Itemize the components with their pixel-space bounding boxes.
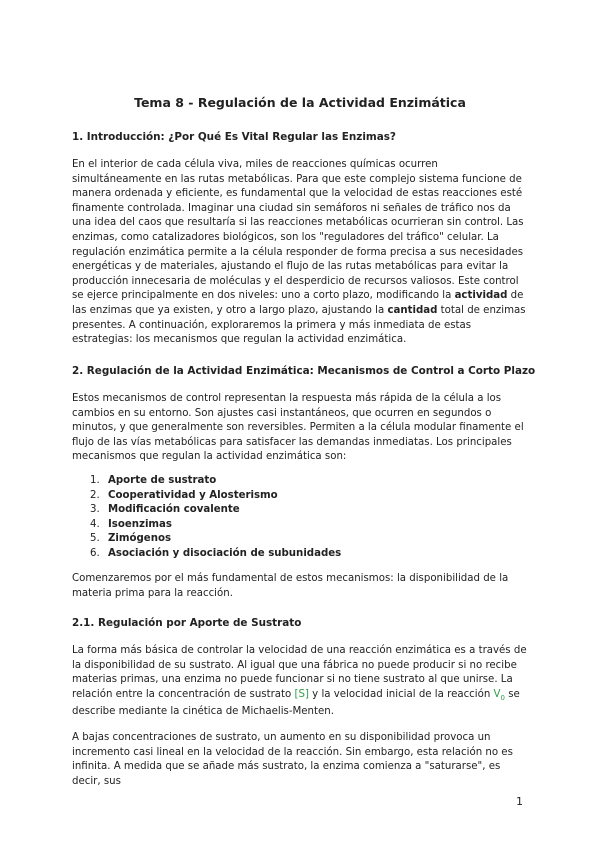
s1-text-c: total de enzimas presentes. A continuación, exploraremos la primera y más inmediata de estas estrategias: los mecanismos que regulan la actividad enzimática. <box>72 304 526 346</box>
mechanisms-list <box>72 474 341 562</box>
s1-bold-actividad: actividad <box>454 290 508 302</box>
list-item: 3. Modificación covalente <box>90 504 240 516</box>
section-1-paragraph <box>72 158 528 348</box>
list-item: 5. Zimógenos <box>90 533 172 545</box>
list-item: 2. Cooperatividad y Alosterismo <box>90 489 278 501</box>
list-item: 4. Isoenzimas <box>90 518 172 530</box>
initial-velocity-symbol: $V_0$ <box>493 688 505 702</box>
section-2-1-paragraph-2: A bajas concentraciones de sustrato, un aumento en su disponibilidad provoca un incremento casi lineal en la velocidad de la reacción. Sin embargo, esta relación no es infinita. A medida que se añade más sustrato, la enzima comienza a "saturarse", es decir, sus <box>72 732 513 787</box>
section-2-closing-paragraph: Comenzaremos por el más fundamental de estos mecanismos: la disponibilidad de la materia prima para la reacción. <box>72 573 509 599</box>
list-item: 6. Asociación y disociación de subunidades <box>90 547 342 559</box>
section-2-1-paragraph-1: La forma más básica de controlar la velocidad de una reacción enzimática es a través de la disponibilidad de su sustrato. Al igual que una fábrica no puede producir si no recibe materias primas, una enzima no puede funcionar si no tiene sustrato al que unirse. La relación entre la concentración de sustrato [S] y la velocidad inicial de la reacción $V_0$ se describe mediante la cinética de Michaelis-Menten. <box>72 645 527 718</box>
list-item: 1. Aporte de sustrato <box>90 475 217 486</box>
substrate-concentration-symbol: [S] <box>294 688 309 700</box>
document-title: Tema 8 - Regulación de la Actividad Enzimática <box>134 95 466 110</box>
s1-text-b: de las enzimas que ya existen, y otro a largo plazo, ajustando la <box>72 290 524 316</box>
section-2-heading: 2. Regulación de la Actividad Enzimática: Mecanismos de Control a Corto Plazo <box>72 365 536 377</box>
section-1-heading: 1. Introducción: ¿Por Qué Es Vital Regular las Enzimas? <box>72 131 396 143</box>
s1-text-a: En el interior de cada célula viva, miles de reacciones químicas ocurren simultáneamente en las rutas metabólicas. Para que este complejo sistema funcione de manera ordenada y eficiente, es fundamental que la velocidad de estas reacciones esté finamente controlada. Imaginar una ciudad sin semáforos ni señales de tráfico nos da una idea del caos que resultaría si las reacciones metabólicas ocurrieran sin control. Las enzimas, como catalizadores biológicos, son los "reguladores del tráfico" celular. La regulación enzimática permite a la célula responder de forma precisa a sus necesidades energéticas y de materiales, ajustando el flujo de las rutas metabólicas para evitar la producción innecesaria de moléculas y el desperdicio de recursos valiosos. Este control se ejerce principalmente en dos niveles: uno a corto plazo, modificando la <box>72 159 524 302</box>
page-number: 1 <box>516 795 523 808</box>
section-2-1-heading: 2.1. Regulación por Aporte de Sustrato <box>72 617 302 629</box>
section-2-paragraph: Estos mecanismos de control representan la respuesta más rápida de la célula a los cambios en su entorno. Son ajustes casi instantáneos, que ocurren en segundos o minutos, y que generalmente son reversibles. Permiten a la célula modular finamente el flujo de las vías metabólicas para satisfacer las demandas inmediatas. Los principales mecanismos que regulan la actividad enzimática son: <box>72 393 524 463</box>
s1-bold-cantidad: cantidad <box>387 304 438 316</box>
